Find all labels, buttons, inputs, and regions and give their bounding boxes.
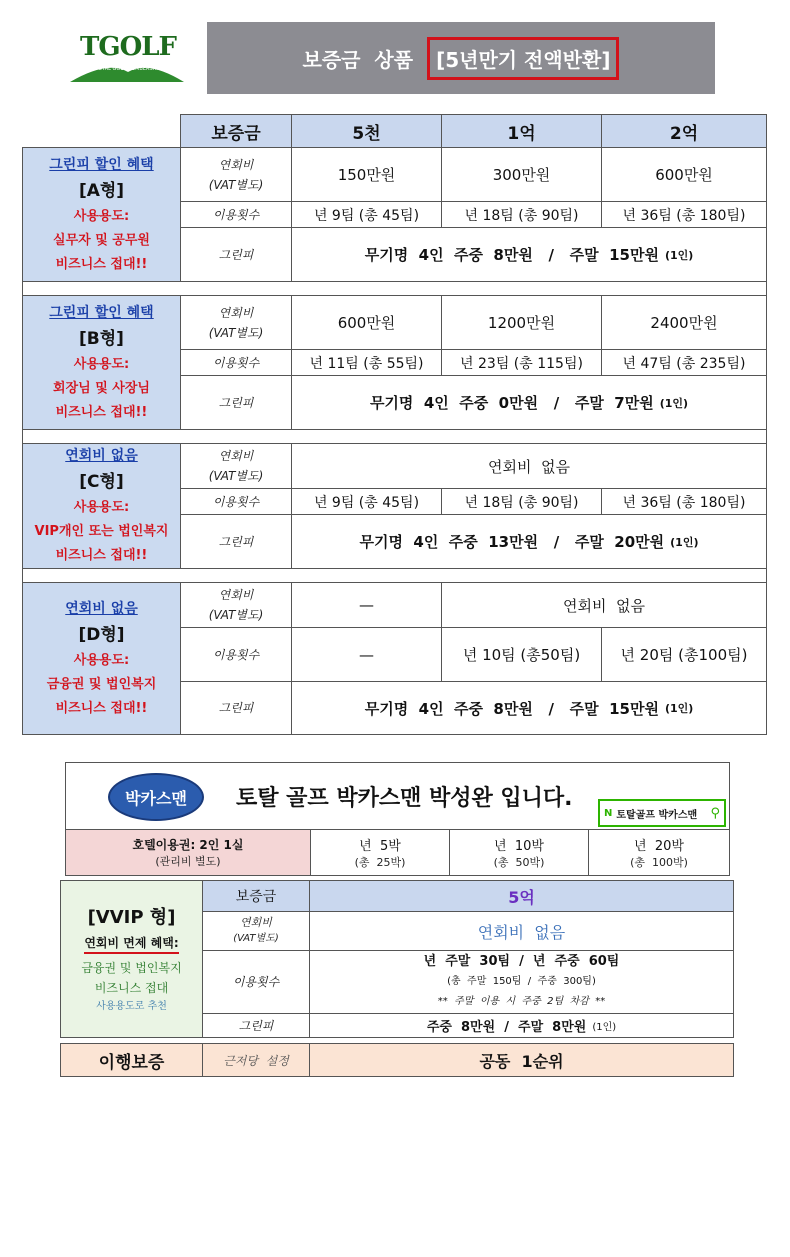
search-text: 토탈골프 박카스맨 [616, 809, 698, 821]
vat-label: (VAT별도) [208, 608, 264, 622]
block-a-green [291, 227, 767, 282]
block-c-count-5000: 년 9팀 (총 45팀) [291, 488, 442, 515]
block-b-type: [B형] [79, 328, 124, 349]
guarantee-setting: 근저당 설정 [202, 1043, 310, 1077]
hotel-col-1 [310, 829, 450, 876]
block-b-info [22, 295, 181, 430]
vvip-count-3: ** 주말 이용 시 주중 2팀 차감 ** [437, 996, 606, 1007]
hotel-col-1-top: 년 5박 [359, 839, 401, 854]
vvip-vat-label: (VAT별도) [233, 933, 279, 944]
naver-icon: N [604, 807, 613, 819]
vvip-count [309, 950, 734, 1014]
block-d-link: 연회비 없음 [65, 600, 138, 617]
header-2eok: 2억 [601, 114, 767, 148]
block-b-green-label: 그린피 [180, 375, 292, 430]
block-d-green-per: (1인) [664, 702, 694, 715]
vvip-count-2: (총 주말 150팀 / 주중 300팀) [447, 976, 596, 987]
hotel-col-1-bottom: (총 25박) [354, 856, 406, 869]
block-b-green-text: 무기명 4인 주중 0만원 / 주말 7만원 [369, 394, 654, 412]
block-d-green-label: 그린피 [180, 681, 292, 735]
block-a-count-1eok: 년 18팀 (총 90팀) [441, 201, 602, 228]
logo-tagline: TOTAL GOLF MEMBERSHIP [95, 66, 161, 72]
spacer-row-1 [22, 281, 767, 296]
block-c-usage: 사용용도: [73, 500, 130, 515]
block-d-count-2eok: 년 20팀 (총100팀) [601, 627, 767, 682]
block-d-fee-label [180, 582, 292, 628]
block-c-info [22, 443, 181, 569]
block-b-count-1eok: 년 23팀 (총 115팀) [441, 349, 602, 376]
vvip-type: [VVIP 형] [87, 907, 176, 928]
block-b-count-5000: 년 11팀 (총 55팀) [291, 349, 442, 376]
block-c-count-label: 이용횟수 [180, 488, 292, 515]
block-b-count-2eok: 년 47팀 (총 235팀) [601, 349, 767, 376]
vvip-usage1: 금융권 및 법인복지 [81, 961, 182, 975]
block-d-count-1eok: 년 10팀 (총50팀) [441, 627, 602, 682]
header-5000: 5천 [291, 114, 442, 148]
block-c-green-per: (1인) [670, 535, 699, 549]
spacer-row-2 [22, 429, 767, 444]
block-d-green-text: 무기명 4인 주중 8만원 / 주말 15만원 [364, 699, 659, 718]
logo-text: TGOLF [80, 32, 176, 62]
spacer-row-3 [22, 568, 767, 583]
block-b-count-label: 이용횟수 [180, 349, 292, 376]
block-b-fee-5000: 600만원 [291, 295, 442, 350]
block-a-usage: 사용용도: [73, 208, 130, 224]
promo-title: 토탈 골프 박카스맨 박성완 입니다. [236, 786, 573, 811]
vat-label: (VAT별도) [208, 469, 264, 483]
guarantee-value: 공동 1순위 [309, 1043, 734, 1077]
block-a-link: 그린피 할인 혜택 [49, 156, 154, 173]
vvip-count-1: 년 주말 30팀 / 년 주중 60팀 [423, 954, 620, 969]
search-icon: ⚲ [710, 805, 720, 821]
block-a-green-per: (1인) [664, 248, 694, 262]
vvip-fee: 연회비 없음 [309, 911, 734, 951]
block-a-type: [A형] [78, 180, 125, 201]
vvip-usage3: 사용용도로 추천 [96, 1001, 167, 1012]
block-a-green-label: 그린피 [180, 227, 292, 282]
block-a-count-5000: 년 9팀 (총 45팀) [291, 201, 442, 228]
block-d-usage1: 금융권 및 법인복지 [46, 676, 157, 692]
block-d-fee-5000: — [291, 582, 442, 628]
block-b-fee-1eok: 1200만원 [441, 295, 602, 350]
fee-label: 연회비 [218, 449, 254, 463]
vvip-green-text: 주중 8만원 / 주말 8만원 [426, 1020, 587, 1035]
naver-search-box[interactable] [598, 799, 726, 827]
hotel-col-2-bottom: (총 50박) [493, 856, 545, 869]
badge-text: 박카스맨 [125, 788, 187, 808]
block-a-fee-2eok: 600만원 [601, 147, 767, 202]
block-b-green-per: (1인) [659, 396, 689, 410]
block-b-link: 그린피 할인 혜택 [49, 304, 154, 321]
block-a-usage1: 실무자 및 공무원 [53, 232, 150, 248]
block-d-count-label: 이용횟수 [180, 627, 292, 682]
hotel-col-3 [588, 829, 730, 876]
fee-label: 연회비 [218, 157, 254, 172]
block-a-count-2eok: 년 36팀 (총 180팀) [601, 201, 767, 228]
hotel-col-2-top: 년 10박 [494, 839, 544, 854]
hotel-label [65, 829, 311, 876]
block-a-count-label: 이용횟수 [180, 201, 292, 228]
vvip-green-label: 그린피 [202, 1013, 310, 1038]
header-deposit: 보증금 [180, 114, 292, 148]
guarantee-label: 이행보증 [60, 1043, 203, 1077]
block-c-type: [C형] [79, 472, 124, 492]
block-b-fee-2eok: 2400만원 [601, 295, 767, 350]
block-d-count-5000: — [291, 627, 442, 682]
block-b-fee-label [180, 295, 292, 350]
fee-label: 연회비 [218, 305, 254, 320]
block-c-fee-label [180, 443, 292, 489]
promo-banner [65, 762, 730, 830]
block-d-usage2: 비즈니스 접대!! [55, 700, 148, 716]
hotel-col-3-bottom: (총 100박) [630, 856, 688, 869]
block-d-green [291, 681, 767, 735]
vvip-info [60, 880, 203, 1038]
block-d-fee: 연회비 없음 [441, 582, 767, 628]
block-c-usage2: 비즈니스 접대!! [55, 548, 148, 563]
block-b-green [291, 375, 767, 430]
vvip-fee-label-text: 연회비 [240, 916, 272, 929]
vvip-usage2: 비즈니스 접대 [94, 981, 169, 995]
tgolf-logo [68, 30, 186, 86]
vat-label: (VAT별도) [208, 325, 264, 340]
block-c-count-2eok: 년 36팀 (총 180팀) [601, 488, 767, 515]
block-d-type: [D형] [78, 624, 125, 645]
block-b-usage1: 회장님 및 사장님 [53, 380, 150, 396]
block-a-info [22, 147, 181, 282]
hotel-col-3-top: 년 20박 [634, 839, 684, 854]
block-c-fee: 연회비 없음 [291, 443, 767, 489]
block-d-usage: 사용용도: [73, 652, 130, 668]
vvip-green-per: (1인) [592, 1022, 617, 1033]
block-c-usage1: VIP개인 또는 법인복지 [34, 524, 169, 539]
block-a-fee-label [180, 147, 292, 202]
block-c-link: 연회비 없음 [65, 448, 138, 464]
banner [207, 22, 715, 94]
block-a-usage2: 비즈니스 접대!! [55, 256, 148, 272]
vvip-fee-label [202, 911, 310, 951]
block-c-green [291, 514, 767, 569]
hotel-col-2 [449, 829, 589, 876]
block-c-green-label: 그린피 [180, 514, 292, 569]
vat-label: (VAT별도) [208, 177, 264, 192]
block-b-usage2: 비즈니스 접대!! [55, 404, 148, 420]
block-c-green-text: 무기명 4인 주중 13만원 / 주말 20만원 [359, 533, 665, 551]
vvip-deposit: 5억 [309, 880, 734, 912]
block-a-fee-5000: 150만원 [291, 147, 442, 202]
bacchus-badge [108, 773, 204, 821]
block-d-info [22, 582, 181, 735]
block-a-green-text: 무기명 4인 주중 8만원 / 주말 15만원 [364, 246, 659, 264]
block-a-fee-1eok: 300만원 [441, 147, 602, 202]
vvip-deposit-label: 보증금 [202, 880, 310, 912]
header-1eok: 1억 [441, 114, 602, 148]
vvip-count-label: 이용횟수 [202, 950, 310, 1014]
fee-label: 연회비 [218, 588, 254, 602]
vvip-benefit: 연회비 면제 혜택: [84, 934, 178, 954]
vvip-green [309, 1013, 734, 1038]
block-c-count-1eok: 년 18팀 (총 90팀) [441, 488, 602, 515]
banner-highlight: [5년만기 전액반환] [427, 37, 619, 80]
banner-title: 보증금 상품 [302, 47, 414, 72]
block-b-usage: 사용용도: [73, 356, 130, 372]
hotel-sub: (관리비 별도) [155, 855, 221, 868]
hotel-title: 호텔이용권: 2인 1실 [132, 838, 244, 852]
